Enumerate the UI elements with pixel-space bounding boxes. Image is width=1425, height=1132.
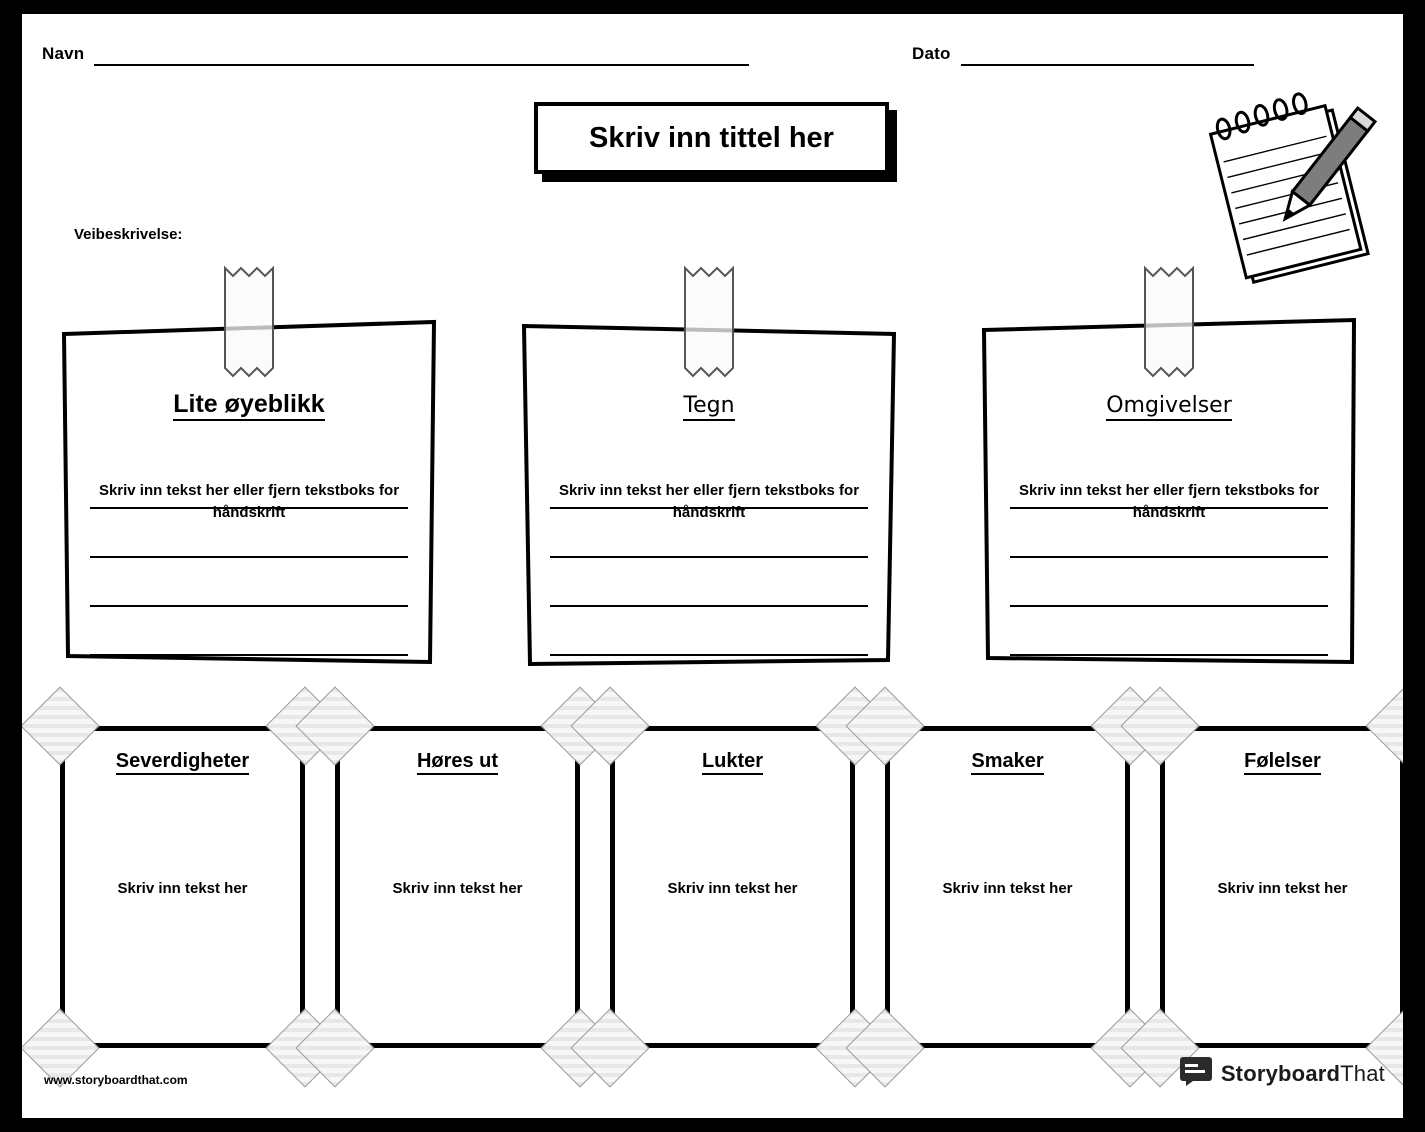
- name-input-line[interactable]: [94, 44, 749, 66]
- top-card-body[interactable]: Skriv inn tekst her eller fjern tekstboks for håndskrift: [1018, 482, 1320, 521]
- sense-card-body[interactable]: Skriv inn tekst her: [942, 880, 1073, 897]
- worksheet-page: [22, 14, 1403, 1118]
- top-card-moment[interactable]: [60, 312, 438, 667]
- notepad-pencil-icon: [1197, 84, 1387, 284]
- top-card-heading: Tegn: [520, 390, 898, 419]
- top-card-heading: Lite øyeblikk: [60, 390, 438, 419]
- brand-logo[interactable]: [1179, 1056, 1385, 1091]
- top-card-body[interactable]: Skriv inn tekst her eller fjern tekstboks for håndskrift: [98, 482, 400, 521]
- sense-card-body[interactable]: Skriv inn tekst her: [667, 880, 798, 897]
- title-frame[interactable]: [534, 102, 889, 174]
- sense-card-body[interactable]: Skriv inn tekst her: [1217, 880, 1348, 897]
- footer-url[interactable]: www.storyboardthat.com: [44, 1073, 188, 1087]
- speech-bubble-icon: [1179, 1056, 1213, 1091]
- sense-card-sights[interactable]: [60, 726, 305, 1048]
- date-field[interactable]: [912, 44, 1254, 66]
- sense-card-smells[interactable]: [610, 726, 855, 1048]
- brand-text: StoryboardThat: [1220, 1060, 1385, 1086]
- top-card-body[interactable]: Skriv inn tekst her eller fjern tekstboks for håndskrift: [558, 482, 860, 521]
- torn-tape-icon: [1139, 264, 1199, 384]
- sense-card-body[interactable]: Skriv inn tekst her: [117, 880, 248, 897]
- sense-card-title: Lukter: [610, 750, 855, 773]
- name-field[interactable]: [42, 44, 749, 66]
- torn-tape-icon: [679, 264, 739, 384]
- date-label: Dato: [912, 44, 951, 63]
- title-box[interactable]: [534, 102, 889, 174]
- sense-card-sounds[interactable]: [335, 726, 580, 1048]
- torn-tape-icon: [219, 264, 279, 384]
- date-input-line[interactable]: [961, 44, 1254, 66]
- name-label: Navn: [42, 44, 85, 63]
- top-card-heading: Omgivelser: [980, 390, 1358, 419]
- top-card-character[interactable]: [520, 312, 898, 667]
- directions-label: Veibeskrivelse:: [74, 226, 183, 243]
- title-text: Skriv inn tittel her: [589, 121, 834, 154]
- sense-card-title: Følelser: [1160, 750, 1403, 773]
- sense-card-tastes[interactable]: [885, 726, 1130, 1048]
- sense-card-title: Høres ut: [335, 750, 580, 773]
- sense-card-feelings[interactable]: [1160, 726, 1403, 1048]
- sense-card-title: Severdigheter: [60, 750, 305, 773]
- top-card-setting[interactable]: [980, 312, 1358, 667]
- sense-card-body[interactable]: Skriv inn tekst her: [392, 880, 523, 897]
- sense-card-title: Smaker: [885, 750, 1130, 773]
